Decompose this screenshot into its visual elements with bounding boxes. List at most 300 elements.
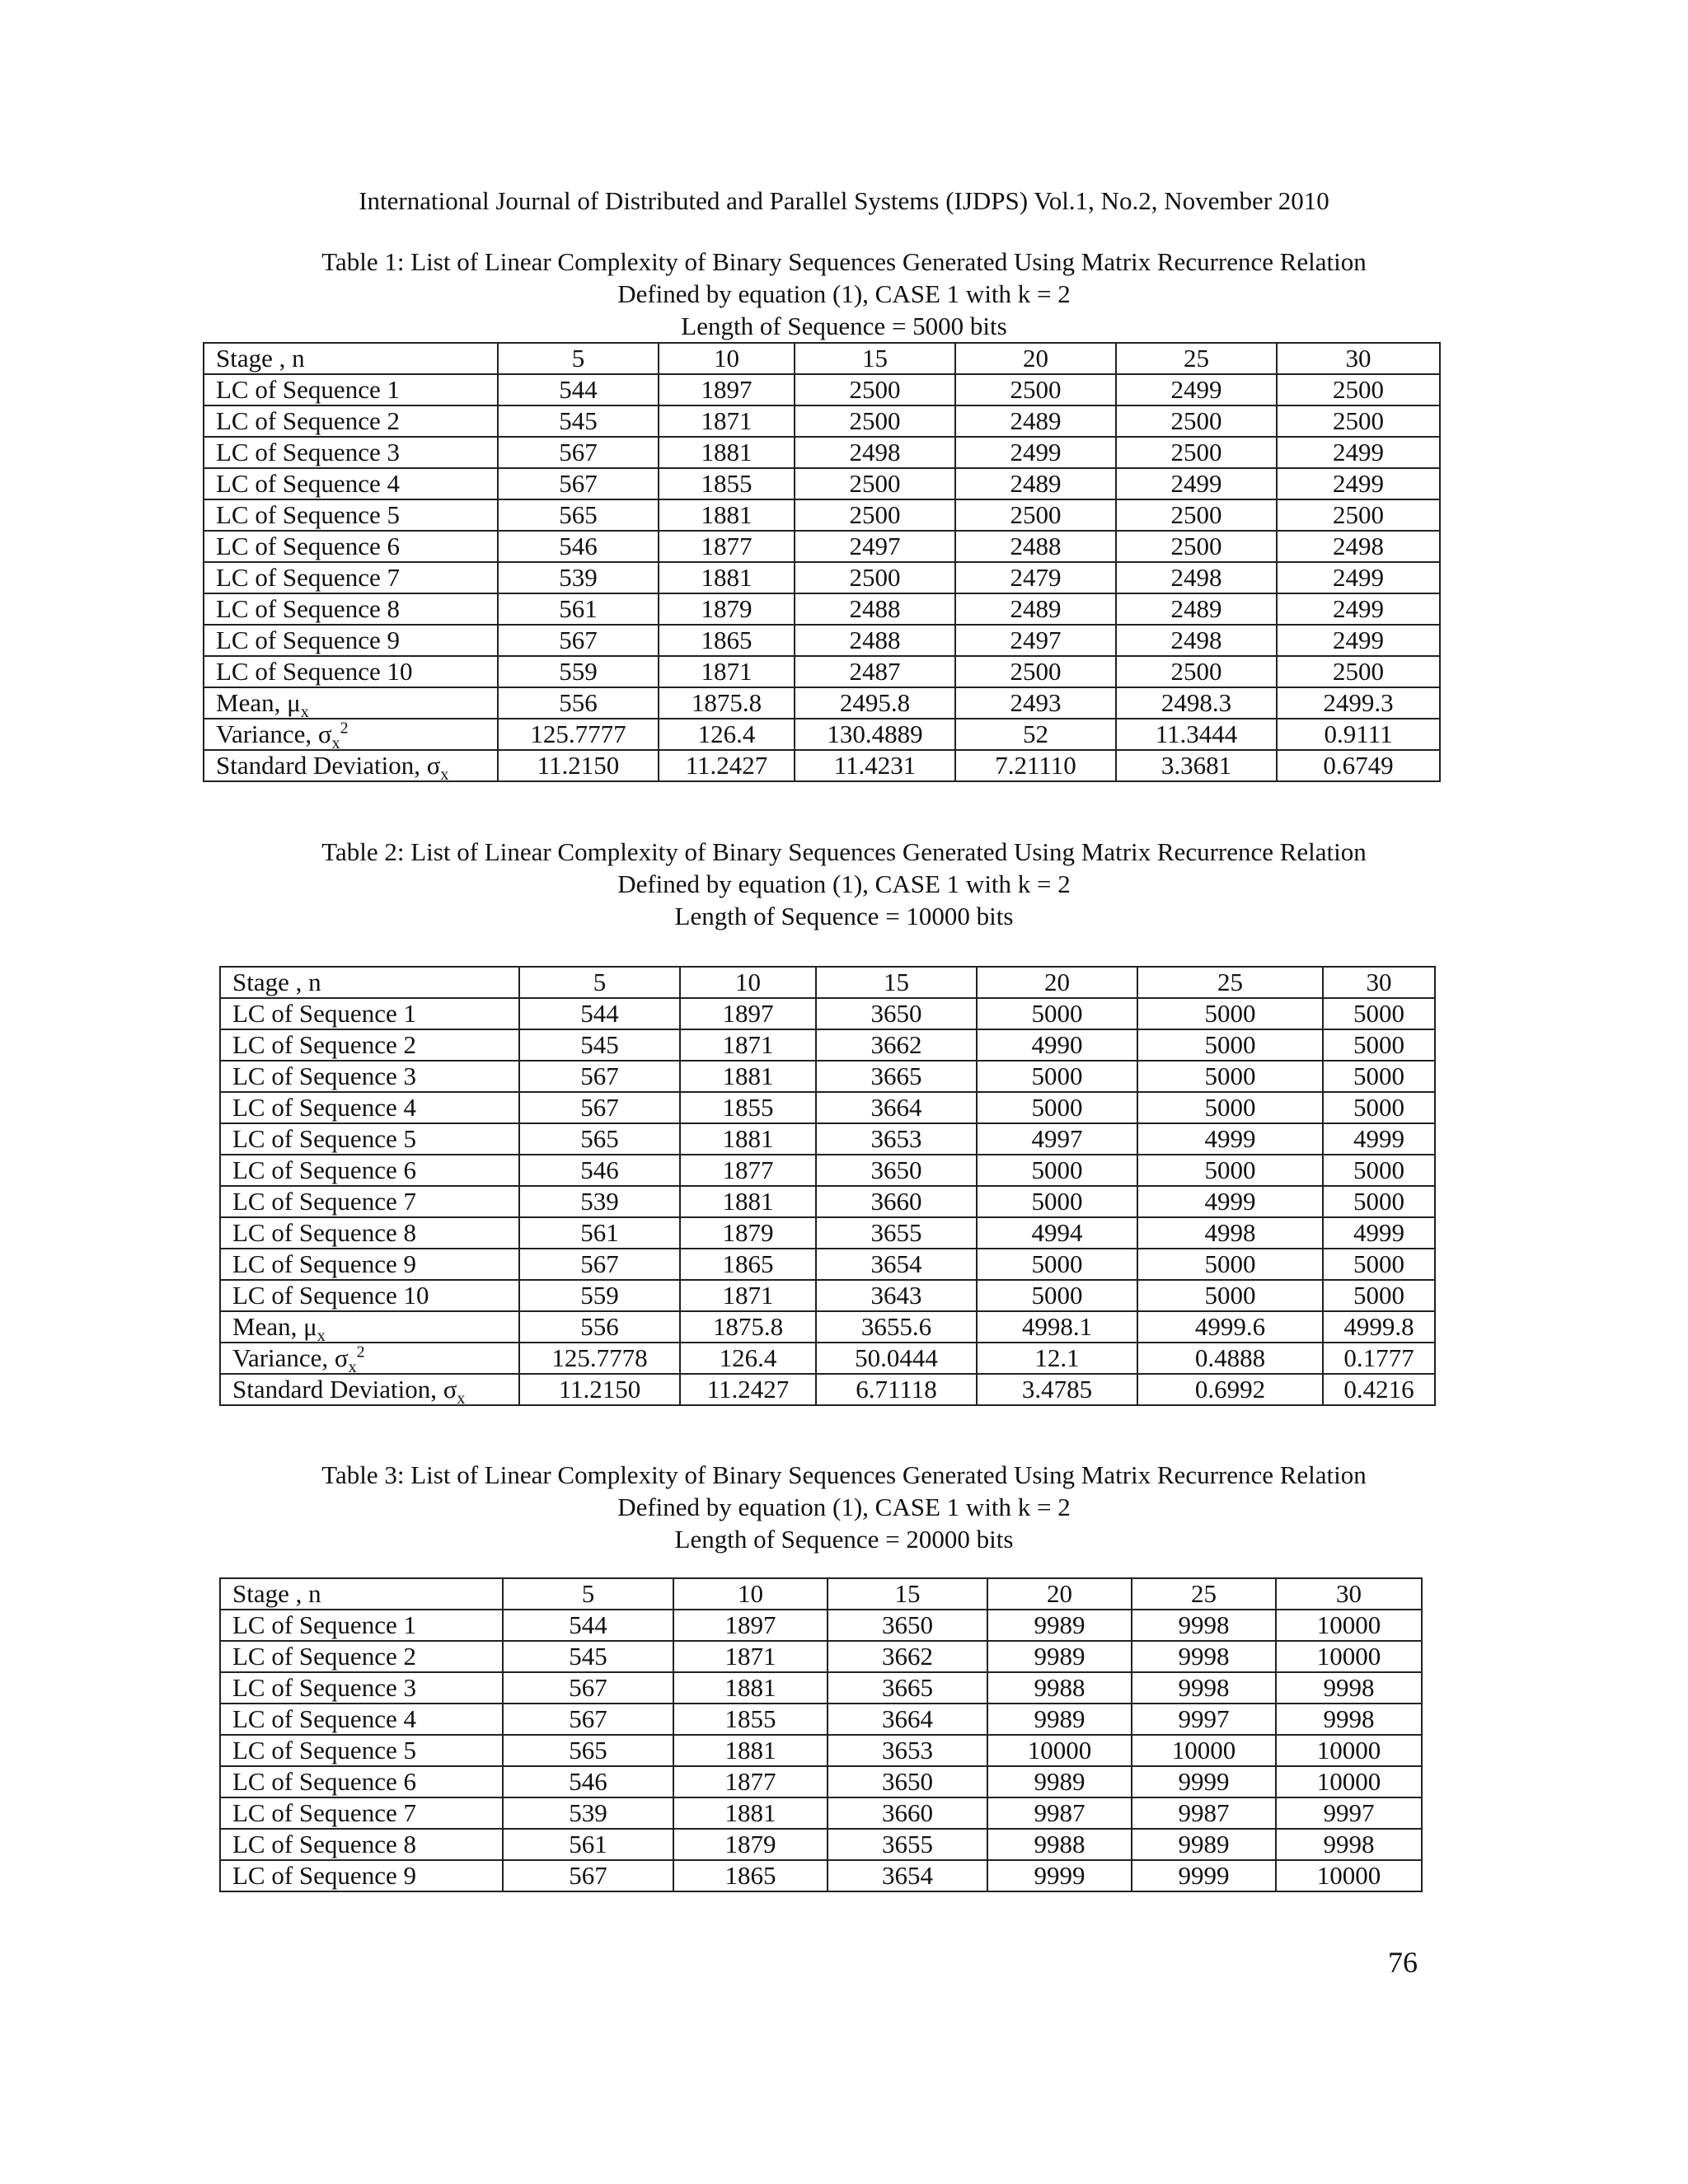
table-cell: 11.2150 [519, 1374, 680, 1405]
table-cell: 561 [498, 593, 659, 625]
table-cell: 1879 [673, 1829, 828, 1860]
table-cell: 0.4888 [1137, 1343, 1323, 1374]
table-cell: 1855 [680, 1092, 816, 1123]
table-cell: 5000 [1137, 998, 1323, 1029]
row-label: LC of Sequence 9 [204, 625, 498, 656]
table-cell: 125.7777 [498, 719, 659, 750]
table-cell: 2489 [1116, 593, 1277, 625]
row-label [204, 750, 498, 781]
row-label: LC of Sequence 9 [220, 1860, 503, 1891]
caption-line: Length of Sequence = 10000 bits [674, 902, 1014, 930]
table-cell: 11.2427 [680, 1374, 816, 1405]
stat-row-variance [220, 1343, 1435, 1374]
table-cell: 3.4785 [977, 1374, 1137, 1405]
table-cell: 1865 [673, 1860, 828, 1891]
table-cell: 9988 [987, 1829, 1132, 1860]
table-cell: 3643 [816, 1280, 977, 1311]
row-label: LC of Sequence 8 [220, 1217, 519, 1249]
table-row [220, 1766, 1422, 1797]
table-cell: 10000 [1276, 1766, 1422, 1797]
table-cell: 5 [519, 967, 680, 998]
table-row [220, 1123, 1435, 1155]
table-cell: 1881 [680, 1123, 816, 1155]
table-cell: 2499.3 [1277, 687, 1440, 719]
table-cell: 565 [498, 499, 659, 531]
table-cell: 10000 [1276, 1735, 1422, 1766]
row-label: LC of Sequence 5 [220, 1123, 519, 1155]
table-row [220, 1061, 1435, 1092]
table-row [204, 437, 1440, 468]
row-label: Stage , n [204, 343, 498, 374]
table-cell: 567 [503, 1672, 673, 1704]
table-row [220, 1280, 1435, 1311]
table-cell: 5000 [977, 1155, 1137, 1186]
table-row [204, 468, 1440, 499]
table-cell: 5000 [1137, 1155, 1323, 1186]
table-cell: 561 [519, 1217, 680, 1249]
table-cell: 1897 [673, 1610, 828, 1641]
row-label: LC of Sequence 3 [204, 437, 498, 468]
table-cell: 3653 [816, 1123, 977, 1155]
row-label: LC of Sequence 6 [220, 1155, 519, 1186]
row-label: LC of Sequence 7 [204, 562, 498, 593]
table-cell: 561 [503, 1829, 673, 1860]
table-cell: 9999 [1132, 1860, 1276, 1891]
table-cell: 5000 [1137, 1249, 1323, 1280]
table-cell: 2500 [955, 656, 1116, 687]
table-row [220, 1829, 1422, 1860]
table-cell: 2499 [1277, 625, 1440, 656]
table-cell: 3655 [816, 1217, 977, 1249]
subscript: x [316, 1327, 326, 1343]
table-cell: 1865 [680, 1249, 816, 1280]
stat-row-std [220, 1374, 1435, 1405]
table-cell: 3655 [828, 1829, 987, 1860]
table-cell: 1877 [673, 1766, 828, 1797]
table-cell: 2500 [1116, 656, 1277, 687]
table-cell: 15 [816, 967, 977, 998]
row-label: LC of Sequence 7 [220, 1797, 503, 1829]
caption-line: Table 1: List of Linear Complexity of Binary Sequences Generated Using Matrix Recurrence Relation [321, 247, 1367, 276]
table-cell: 130.4889 [795, 719, 955, 750]
table-cell: 4998.1 [977, 1311, 1137, 1343]
running-header: International Journal of Distributed and Parallel Systems (IJDPS) Vol.1, No.2, November 2010 [359, 186, 1329, 215]
table-cell: 1897 [659, 374, 795, 405]
table-cell: 567 [519, 1061, 680, 1092]
table-cell: 1871 [659, 405, 795, 437]
table-cell: 5000 [1323, 1061, 1435, 1092]
table-cell: 539 [519, 1186, 680, 1217]
table-cell: 4999 [1323, 1217, 1435, 1249]
row-label: LC of Sequence 8 [220, 1829, 503, 1860]
table-cell: 559 [498, 656, 659, 687]
table-cell: 9998 [1132, 1641, 1276, 1672]
table-cell: 9988 [987, 1672, 1132, 1704]
row-label: LC of Sequence 1 [220, 1610, 503, 1641]
table-cell: 15 [828, 1578, 987, 1610]
table-cell: 5000 [1323, 1092, 1435, 1123]
table-header-row [220, 1578, 1422, 1610]
stat-row-mean [204, 687, 1440, 719]
table-cell: 565 [519, 1123, 680, 1155]
table-cell: 11.3444 [1116, 719, 1277, 750]
table-cell: 5000 [1323, 1186, 1435, 1217]
table-cell: 3650 [816, 1155, 977, 1186]
table-cell: 545 [519, 1029, 680, 1061]
table-cell: 2498 [1277, 531, 1440, 562]
table-cell: 2500 [795, 468, 955, 499]
table-cell: 1897 [680, 998, 816, 1029]
table-cell: 1877 [659, 531, 795, 562]
superscript: 2 [356, 1343, 365, 1361]
stat-row-variance [204, 719, 1440, 750]
table-cell: 9998 [1276, 1672, 1422, 1704]
table-cell: 5000 [1137, 1061, 1323, 1092]
table-cell: 1875.8 [659, 687, 795, 719]
table-cell: 2500 [795, 405, 955, 437]
table-row [220, 1249, 1435, 1280]
table-cell: 15 [795, 343, 955, 374]
table-cell: 1865 [659, 625, 795, 656]
table-cell: 0.1777 [1323, 1343, 1435, 1374]
table-cell: 3654 [828, 1860, 987, 1891]
table-cell: 2488 [795, 625, 955, 656]
row-label: LC of Sequence 2 [220, 1029, 519, 1061]
table-cell: 1855 [659, 468, 795, 499]
table-cell: 5000 [977, 1249, 1137, 1280]
table-2 [219, 966, 1436, 1406]
stat-row-mean [220, 1311, 1435, 1343]
table-cell: 5000 [1323, 1280, 1435, 1311]
table-cell: 2499 [1277, 437, 1440, 468]
table-cell: 1871 [673, 1641, 828, 1672]
table-header-row [220, 967, 1435, 998]
table-row [220, 1155, 1435, 1186]
table-cell: 12.1 [977, 1343, 1137, 1374]
table-cell: 5000 [1323, 1029, 1435, 1061]
table-cell: 0.6992 [1137, 1374, 1323, 1405]
table-cell: 2498 [1116, 562, 1277, 593]
table-cell: 2500 [795, 499, 955, 531]
table-cell: 126.4 [680, 1343, 816, 1374]
table-cell: 567 [498, 468, 659, 499]
stat-row-std [204, 750, 1440, 781]
table-cell: 4999.6 [1137, 1311, 1323, 1343]
superscript: 2 [340, 719, 349, 738]
table-cell: 4999 [1137, 1186, 1323, 1217]
table-row [204, 405, 1440, 437]
table-row [220, 1641, 1422, 1672]
caption-line: Length of Sequence = 5000 bits [681, 312, 1007, 340]
table-cell: 1877 [680, 1155, 816, 1186]
table-cell: 2500 [795, 374, 955, 405]
table-cell: 10 [673, 1578, 828, 1610]
table-cell: 2487 [795, 656, 955, 687]
table-cell: 2488 [795, 593, 955, 625]
table-cell: 9987 [1132, 1797, 1276, 1829]
table-cell: 25 [1132, 1578, 1276, 1610]
row-label: LC of Sequence 4 [204, 468, 498, 499]
table-cell: 567 [498, 625, 659, 656]
table-1 [203, 342, 1441, 782]
table-cell: 544 [498, 374, 659, 405]
table-cell: 559 [519, 1280, 680, 1311]
table-row [220, 1735, 1422, 1766]
table-cell: 2479 [955, 562, 1116, 593]
table-cell: 5000 [1323, 1249, 1435, 1280]
table-cell: 567 [519, 1092, 680, 1123]
row-label: LC of Sequence 4 [220, 1092, 519, 1123]
table-cell: 3655.6 [816, 1311, 977, 1343]
table-cell: 2500 [1277, 374, 1440, 405]
table-2-caption [0, 836, 1688, 932]
table-cell: 567 [519, 1249, 680, 1280]
table-cell: 2498.3 [1116, 687, 1277, 719]
table-cell: 52 [955, 719, 1116, 750]
table-cell: 1871 [659, 656, 795, 687]
table-cell: 2500 [1116, 405, 1277, 437]
table-cell: 9998 [1132, 1610, 1276, 1641]
table-cell: 10000 [1276, 1610, 1422, 1641]
row-label: LC of Sequence 8 [204, 593, 498, 625]
table-cell: 2500 [1277, 405, 1440, 437]
table-cell: 3664 [816, 1092, 977, 1123]
stat-label: Standard Deviation, σ [216, 751, 441, 780]
table-cell: 4999 [1323, 1123, 1435, 1155]
table-row [220, 1672, 1422, 1704]
stat-label: Variance, σ [216, 719, 332, 748]
table-cell: 0.9111 [1277, 719, 1440, 750]
table-cell: 11.2150 [498, 750, 659, 781]
table-cell: 2488 [955, 531, 1116, 562]
table-cell: 1875.8 [680, 1311, 816, 1343]
table-cell: 1881 [673, 1672, 828, 1704]
table-cell: 2500 [1116, 437, 1277, 468]
table-cell: 4999.8 [1323, 1311, 1435, 1343]
table-cell: 5000 [977, 1092, 1137, 1123]
table-cell: 2489 [955, 468, 1116, 499]
table-cell: 30 [1276, 1578, 1422, 1610]
table-cell: 4994 [977, 1217, 1137, 1249]
table-cell: 9997 [1132, 1704, 1276, 1735]
table-cell: 10000 [1132, 1735, 1276, 1766]
table-cell: 4999 [1137, 1123, 1323, 1155]
table-cell: 5000 [1323, 1155, 1435, 1186]
table-cell: 9998 [1132, 1672, 1276, 1704]
row-label: LC of Sequence 4 [220, 1704, 503, 1735]
table-row [220, 1797, 1422, 1829]
table-cell: 544 [503, 1610, 673, 1641]
subscript: x [440, 766, 449, 781]
table-cell: 546 [519, 1155, 680, 1186]
table-cell: 3650 [828, 1766, 987, 1797]
row-label [220, 1343, 519, 1374]
table-cell: 1879 [659, 593, 795, 625]
table-cell: 9987 [987, 1797, 1132, 1829]
table-cell: 2497 [955, 625, 1116, 656]
table-cell: 5000 [977, 1280, 1137, 1311]
page-number: 76 [1388, 1946, 1418, 1979]
table-cell: 2498 [1116, 625, 1277, 656]
table-cell: 20 [955, 343, 1116, 374]
table-row [204, 562, 1440, 593]
row-label: LC of Sequence 3 [220, 1061, 519, 1092]
table-cell: 3653 [828, 1735, 987, 1766]
caption-line: Defined by equation (1), CASE 1 with k = 2 [617, 869, 1071, 898]
stat-label: Variance, σ [232, 1343, 349, 1372]
table-cell: 545 [503, 1641, 673, 1672]
table-cell: 2500 [1116, 531, 1277, 562]
caption-line: Length of Sequence = 20000 bits [674, 1525, 1014, 1554]
table-cell: 9989 [1132, 1829, 1276, 1860]
table-cell: 4998 [1137, 1217, 1323, 1249]
table-row [204, 499, 1440, 531]
table-row [220, 1029, 1435, 1061]
table-cell: 3665 [816, 1061, 977, 1092]
caption-line: Table 2: List of Linear Complexity of Binary Sequences Generated Using Matrix Recurrence Relation [321, 837, 1367, 866]
table-cell: 50.0444 [816, 1343, 977, 1374]
row-label: Stage , n [220, 967, 519, 998]
table-cell: 30 [1277, 343, 1440, 374]
table-cell: 5000 [977, 1186, 1137, 1217]
table-cell: 1881 [673, 1797, 828, 1829]
table-cell: 5 [498, 343, 659, 374]
table-cell: 20 [987, 1578, 1132, 1610]
table-cell: 2489 [955, 405, 1116, 437]
caption-line: Defined by equation (1), CASE 1 with k = 2 [617, 1493, 1071, 1521]
table-cell: 3662 [828, 1641, 987, 1672]
table-cell: 545 [498, 405, 659, 437]
table-cell: 539 [498, 562, 659, 593]
table-cell: 125.7778 [519, 1343, 680, 1374]
table-cell: 2497 [795, 531, 955, 562]
table-header-row [204, 343, 1440, 374]
table-cell: 0.6749 [1277, 750, 1440, 781]
table-cell: 556 [498, 687, 659, 719]
table-cell: 0.4216 [1323, 1374, 1435, 1405]
table-cell: 3654 [816, 1249, 977, 1280]
table-cell: 546 [498, 531, 659, 562]
table-cell: 1881 [659, 499, 795, 531]
caption-line: Table 3: List of Linear Complexity of Binary Sequences Generated Using Matrix Recurrence Relation [321, 1460, 1367, 1489]
table-cell: 5000 [1137, 1280, 1323, 1311]
stat-label: Mean, μ [216, 688, 301, 717]
table-cell: 10 [659, 343, 795, 374]
table-row [220, 1860, 1422, 1891]
table-3-caption [0, 1459, 1688, 1555]
row-label [204, 719, 498, 750]
table-cell: 3662 [816, 1029, 977, 1061]
table-cell: 2499 [1116, 374, 1277, 405]
row-label: LC of Sequence 6 [204, 531, 498, 562]
table-row [220, 1092, 1435, 1123]
table-cell: 544 [519, 998, 680, 1029]
table-cell: 3.3681 [1116, 750, 1277, 781]
table-cell: 25 [1137, 967, 1323, 998]
table-row [220, 1704, 1422, 1735]
table-cell: 2499 [955, 437, 1116, 468]
table-cell: 5000 [977, 1061, 1137, 1092]
table-cell: 2499 [1277, 468, 1440, 499]
table-row [204, 656, 1440, 687]
table-cell: 2499 [1116, 468, 1277, 499]
table-cell: 2499 [1277, 593, 1440, 625]
row-label: LC of Sequence 3 [220, 1672, 503, 1704]
table-cell: 546 [503, 1766, 673, 1797]
table-cell: 2489 [955, 593, 1116, 625]
table-cell: 1879 [680, 1217, 816, 1249]
table-cell: 5000 [977, 998, 1137, 1029]
table-cell: 7.21110 [955, 750, 1116, 781]
table-cell: 2500 [1277, 656, 1440, 687]
table-cell: 1881 [680, 1186, 816, 1217]
table-cell: 1881 [659, 562, 795, 593]
table-cell: 9989 [987, 1766, 1132, 1797]
row-label: LC of Sequence 5 [204, 499, 498, 531]
table-cell: 20 [977, 967, 1137, 998]
table-row [204, 625, 1440, 656]
stat-label: Standard Deviation, σ [232, 1375, 457, 1404]
table-cell: 10 [680, 967, 816, 998]
table-cell: 3664 [828, 1704, 987, 1735]
table-cell: 3660 [828, 1797, 987, 1829]
table-cell: 2500 [955, 499, 1116, 531]
table-cell: 3665 [828, 1672, 987, 1704]
table-cell: 9989 [987, 1610, 1132, 1641]
subscript: x [331, 734, 340, 750]
row-label: LC of Sequence 1 [220, 998, 519, 1029]
row-label: LC of Sequence 2 [220, 1641, 503, 1672]
table-cell: 1871 [680, 1029, 816, 1061]
table-cell: 2500 [1116, 499, 1277, 531]
table-cell: 30 [1323, 967, 1435, 998]
table-cell: 4997 [977, 1123, 1137, 1155]
table-3 [219, 1577, 1423, 1892]
table-cell: 1855 [673, 1704, 828, 1735]
table-cell: 567 [503, 1704, 673, 1735]
row-label: LC of Sequence 9 [220, 1249, 519, 1280]
table-row [220, 1217, 1435, 1249]
stat-label: Mean, μ [232, 1312, 317, 1341]
table-cell: 5000 [1137, 1029, 1323, 1061]
table-row [220, 1610, 1422, 1641]
table-cell: 3650 [828, 1610, 987, 1641]
table-cell: 567 [503, 1860, 673, 1891]
table-row [204, 374, 1440, 405]
table-cell: 5 [503, 1578, 673, 1610]
table-cell: 9989 [987, 1704, 1132, 1735]
table-cell: 2500 [795, 562, 955, 593]
row-label [220, 1311, 519, 1343]
table-cell: 1881 [659, 437, 795, 468]
row-label: LC of Sequence 2 [204, 405, 498, 437]
table-cell: 2500 [955, 374, 1116, 405]
table-cell: 9997 [1276, 1797, 1422, 1829]
subscript: x [348, 1358, 357, 1374]
row-label: LC of Sequence 5 [220, 1735, 503, 1766]
table-cell: 9999 [1132, 1766, 1276, 1797]
row-label: LC of Sequence 1 [204, 374, 498, 405]
table-cell: 2495.8 [795, 687, 955, 719]
table-1-caption [0, 246, 1688, 342]
table-cell: 567 [498, 437, 659, 468]
table-cell: 565 [503, 1735, 673, 1766]
table-row [220, 1186, 1435, 1217]
table-cell: 9998 [1276, 1704, 1422, 1735]
table-cell: 9998 [1276, 1829, 1422, 1860]
table-row [204, 531, 1440, 562]
table-cell: 1871 [680, 1280, 816, 1311]
